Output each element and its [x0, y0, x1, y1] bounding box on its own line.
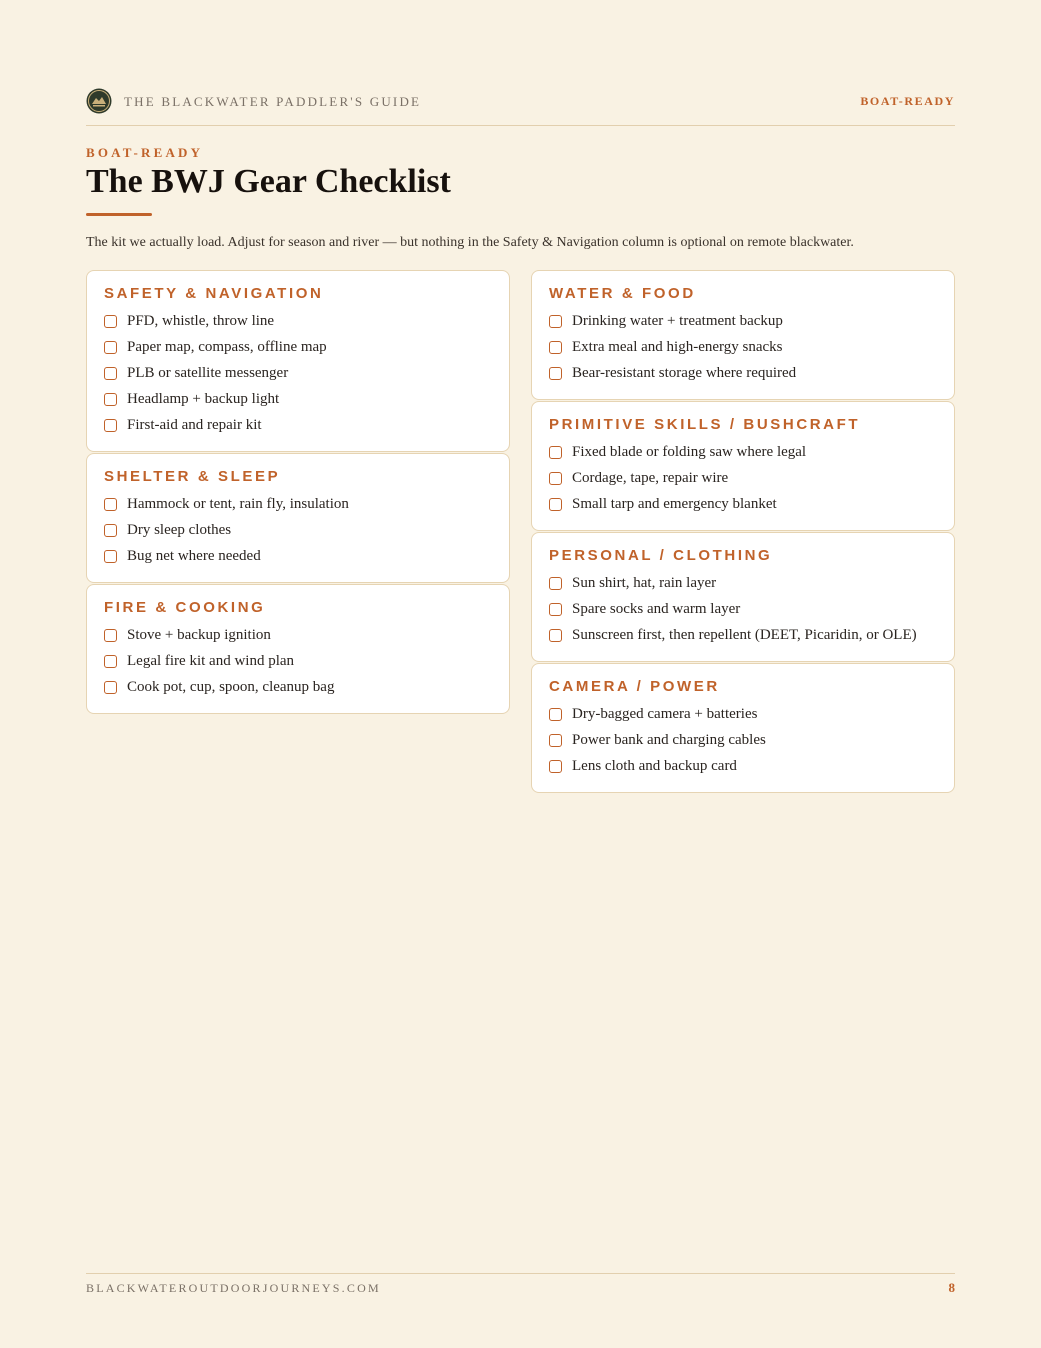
checkbox-icon[interactable]: [549, 603, 562, 616]
checklist-item-label: Small tarp and emergency blanket: [572, 496, 777, 512]
checkbox-icon[interactable]: [104, 498, 117, 511]
checklist-item[interactable]: [549, 702, 938, 728]
page-title: The BWJ Gear Checklist: [86, 163, 451, 200]
checklist-item[interactable]: [549, 728, 938, 754]
checklist-item-label: First-aid and repair kit: [127, 417, 262, 433]
checklist-item-label: Headlamp + backup light: [127, 391, 280, 407]
checklist-item[interactable]: [549, 623, 938, 649]
checklist-item-label: Fixed blade or folding saw where legal: [572, 444, 807, 460]
section-eyebrow: BOAT-READY: [86, 145, 204, 160]
checkbox-icon[interactable]: [549, 367, 562, 380]
right-column: [531, 270, 955, 794]
intro-paragraph: The kit we actually load. Adjust for season and river — but nothing in the Safety & Navigation column is optional on remote blackwater.: [86, 235, 854, 250]
checklist-item-label: Dry sleep clothes: [127, 522, 232, 538]
checklist-card-shelter-sleep: [86, 453, 510, 583]
checklist-item[interactable]: [549, 754, 938, 780]
checklist-item-label: Spare socks and warm layer: [572, 601, 741, 617]
site-name: THE BLACKWATER PADDLER'S GUIDE: [124, 94, 422, 109]
header-divider: [86, 125, 955, 126]
checklist-item[interactable]: [104, 623, 493, 649]
checkbox-icon[interactable]: [549, 577, 562, 590]
checklist-item-label: Lens cloth and backup card: [572, 758, 737, 774]
checkbox-icon[interactable]: [104, 419, 117, 432]
checklist-item-label: Paper map, compass, offline map: [127, 339, 327, 355]
checklist-card-fire-cooking: [86, 584, 510, 714]
checklist-item[interactable]: [549, 309, 938, 335]
checklist-card-safety-navigation: [86, 270, 510, 452]
card-title: WATER & FOOD: [549, 285, 696, 302]
checklist-item-label: Stove + backup ignition: [127, 627, 271, 643]
checklist-item-label: Cordage, tape, repair wire: [572, 470, 729, 486]
checklist-card-personal-clothing: [531, 532, 955, 662]
checklist-item[interactable]: [104, 413, 493, 439]
checklist-card-water-food: [531, 270, 955, 400]
checklist-item-label: Hammock or tent, rain fly, insulation: [127, 496, 349, 512]
checkbox-icon[interactable]: [549, 708, 562, 721]
checklist-item[interactable]: [104, 675, 493, 701]
checkbox-icon[interactable]: [549, 734, 562, 747]
checklist-item-label: Power bank and charging cables: [572, 732, 766, 748]
checkbox-icon[interactable]: [104, 550, 117, 563]
checkbox-icon[interactable]: [549, 498, 562, 511]
checklist-item[interactable]: [104, 518, 493, 544]
checkbox-icon[interactable]: [104, 629, 117, 642]
checklist-card-primitive-skills-bushcraft: [531, 401, 955, 531]
checklist-item[interactable]: [104, 544, 493, 570]
checklist-item[interactable]: [104, 649, 493, 675]
checklist-item-label: Bug net where needed: [127, 548, 261, 564]
checklist-item[interactable]: [549, 335, 938, 361]
footer-site: BLACKWATEROUTDOORJOURNEYS.COM: [86, 1281, 381, 1295]
checkbox-icon[interactable]: [549, 341, 562, 354]
checklist-item[interactable]: [104, 361, 493, 387]
title-accent-bar: [86, 213, 152, 216]
checklist-item[interactable]: [549, 361, 938, 387]
footer-divider: [86, 1273, 955, 1274]
checklist-item[interactable]: [549, 440, 938, 466]
checklist-item[interactable]: [549, 571, 938, 597]
checklist-card-camera-power: [531, 663, 955, 793]
card-title: SAFETY & NAVIGATION: [104, 285, 324, 302]
checklist-item-label: PFD, whistle, throw line: [127, 313, 275, 329]
checklist-item-label: PLB or satellite messenger: [127, 365, 289, 381]
checklist-item[interactable]: [104, 309, 493, 335]
card-title: PRIMITIVE SKILLS / BUSHCRAFT: [549, 416, 861, 433]
checkbox-icon[interactable]: [104, 367, 117, 380]
checkbox-icon[interactable]: [104, 655, 117, 668]
checkbox-icon[interactable]: [549, 315, 562, 328]
checklist-item[interactable]: [104, 335, 493, 361]
checkbox-icon[interactable]: [104, 315, 117, 328]
checkbox-icon[interactable]: [549, 446, 562, 459]
page-number: 8: [948, 1280, 955, 1295]
card-title: PERSONAL / CLOTHING: [549, 547, 773, 564]
checkbox-icon[interactable]: [549, 472, 562, 485]
checklist-item[interactable]: [549, 492, 938, 518]
page-header: [86, 88, 955, 116]
checklist-item[interactable]: [549, 466, 938, 492]
checkbox-icon[interactable]: [549, 629, 562, 642]
checklist-item[interactable]: [104, 492, 493, 518]
checklist-item-label: Sunscreen first, then repellent (DEET, Picaridin, or OLE): [572, 627, 917, 643]
checkbox-icon[interactable]: [104, 341, 117, 354]
card-title: FIRE & COOKING: [104, 599, 266, 616]
checklist-item-label: Drinking water + treatment backup: [572, 313, 783, 329]
left-column: [86, 270, 510, 715]
checklist-item-label: Cook pot, cup, spoon, cleanup bag: [127, 679, 335, 695]
checkbox-icon[interactable]: [549, 760, 562, 773]
checkbox-icon[interactable]: [104, 524, 117, 537]
brand-logo-icon: [86, 88, 112, 114]
checklist-item[interactable]: [549, 597, 938, 623]
checklist-item-label: Sun shirt, hat, rain layer: [572, 575, 717, 591]
section-tag: BOAT-READY: [860, 94, 955, 108]
checklist-item-label: Extra meal and high-energy snacks: [572, 339, 783, 355]
checklist-item-label: Dry-bagged camera + batteries: [572, 706, 758, 722]
checklist-item-label: Bear-resistant storage where required: [572, 365, 797, 381]
checkbox-icon[interactable]: [104, 681, 117, 694]
card-title: CAMERA / POWER: [549, 678, 720, 695]
card-title: SHELTER & SLEEP: [104, 468, 281, 485]
page: [86, 0, 955, 1348]
checkbox-icon[interactable]: [104, 393, 117, 406]
checklist-item-label: Legal fire kit and wind plan: [127, 653, 295, 669]
checklist-item[interactable]: [104, 387, 493, 413]
